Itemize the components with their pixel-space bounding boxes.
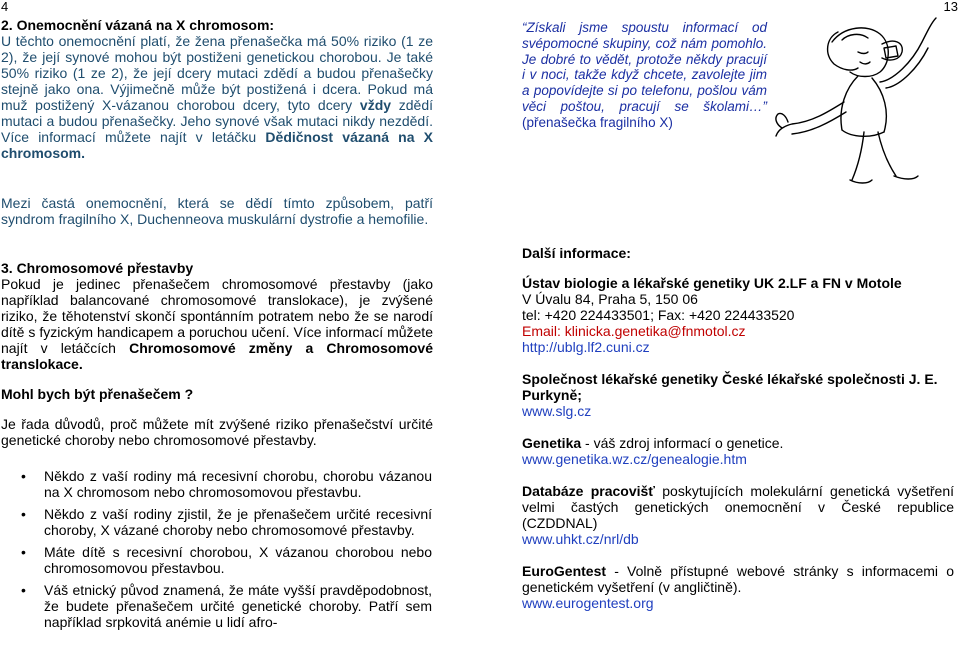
quote-block: [522, 20, 767, 131]
rearrangements-paragraph: Pokud je jedinec přenašečem chromosomové přestavby (jako například balancované chromosomové translokace), je zvýšené riziko, že těhotenství skončí spontánním potratem nebo že se narodí dítě s fyzickým handicapem a poruchou učení. Více informací můžete najít v letáčcích Chromosomové změny a Chromosomové translokace.: [1, 276, 433, 372]
genetika-website-link[interactable]: www.genetika.wz.cz/genealogie.htm: [522, 451, 747, 467]
section-x-linked: [1, 17, 433, 161]
institute-address: V Úvalu 84, Praha 5, 150 06: [522, 291, 698, 307]
institute-phone: tel: +420 224433501; Fax: +420 224433520: [522, 307, 795, 323]
society-website-link[interactable]: www.slg.cz: [522, 403, 592, 419]
further-info-heading: Další informace:: [522, 245, 631, 261]
quote-text: “Získali jsme spoustu informací od svépomocné skupiny, což nám pomohlo. Je dobré to vědět, protože někdy pracují i v noci, takže když chcete, zavolejte jim a popovídejte si po telefonu, pošlou vám věci poštou, pracují se školami…” (přenašečka fragilního X): [522, 20, 767, 130]
bullet-icon: •: [21, 468, 26, 484]
institute-email-link[interactable]: Email: klinicka.genetika@fnmotol.cz: [522, 323, 746, 339]
heading-rearrangements: 3. Chromosomové přestavby: [1, 260, 194, 276]
common-diseases-paragraph: Mezi častá onemocnění, která se dědí tímto způsobem, patří syndrom fragilního X, Duchenneova muskulární dystrofie a hemofilie.: [1, 195, 433, 227]
woman-on-phone-illustration: [772, 12, 950, 190]
page-number-left: 4: [1, 0, 9, 14]
list-item: • Máte dítě s recesivní chorobou, X vázanou chorobou nebo chromosomovou přestavbou.: [21, 544, 432, 576]
database-website-link[interactable]: www.uhkt.cz/nrl/db: [522, 531, 639, 547]
eurogentest-description: EuroGentest - Volně přístupné webové stránky s informacemi o genetickém vyšetření (v angličtině).: [522, 563, 954, 595]
carrier-reasons-list: [0, 468, 432, 636]
society-name: Společnost lékařské genetiky České lékařské společnosti J. E. Purkyně;: [522, 371, 938, 403]
list-item: • Váš etnický původ znamená, že máte vyšší pravděpodobnost, že budete přenašečem určité genetické choroby. Patří sem například srpkovitá anémie u lidí afro-: [21, 582, 432, 630]
page-number-right: 13: [943, 0, 958, 14]
section-rearrangements: [1, 260, 433, 448]
x-linked-paragraph: U těchto onemocnění platí, že žena přenašečka má 50% riziko (1 ze 2), že její synové mohou být postiženi genetickou chorobou. Je také 50% riziko (1 ze 2), že její dcery mutaci zdědí a budou přenašečky stejně jako ona. Výjimečně může být postižená i dcera. Pokud má muž postižený X-vázanou chorobou dcery, tyto dcery vždy zdědí mutaci a budou přenašečky. Jeho synové však mutaci nikdy nezdědí. Více informací můžete najít v letáčku Dědičnost vázaná na X chromosom.: [1, 33, 434, 161]
bullet-icon: •: [21, 582, 26, 598]
bullet-icon: •: [21, 506, 26, 522]
eurogentest-website-link[interactable]: www.eurogentest.org: [522, 595, 654, 611]
genetika-description: Genetika - váš zdroj informací o genetice.: [522, 435, 784, 451]
database-description: Databáze pracovišť poskytujících molekulární genetická vyšetření velmi častých genetických onemocnění v České republice (CZDDNAL): [522, 483, 955, 531]
list-item: • Někdo z vaší rodiny zjistil, že je přenašečem určité recesivní choroby, X vázané choroby nebo chromosomové přestavby.: [21, 506, 432, 538]
heading-x-linked: 2. Onemocnění vázaná na X chromosom:: [1, 17, 275, 33]
carrier-question-heading: Mohl bych být přenašečem ?: [1, 386, 194, 402]
list-item: • Někdo z vaší rodiny má recesivní chorobu, chorobu vázanou na X chromosom nebo chromosomovou přestavbu.: [21, 468, 432, 500]
further-info-section: [522, 245, 954, 611]
carrier-reasons-paragraph: Je řada důvodů, proč můžete mít zvýšené riziko přenašečství určité genetické choroby nebo chromosomové přestavby.: [1, 416, 433, 448]
bullet-icon: •: [21, 544, 26, 560]
institute-name: Ústav biologie a lékařské genetiky UK 2.LF a FN v Motole: [522, 275, 902, 291]
institute-website-link[interactable]: http://ublg.lf2.cuni.cz: [522, 339, 650, 355]
section-common-diseases: [1, 195, 433, 227]
